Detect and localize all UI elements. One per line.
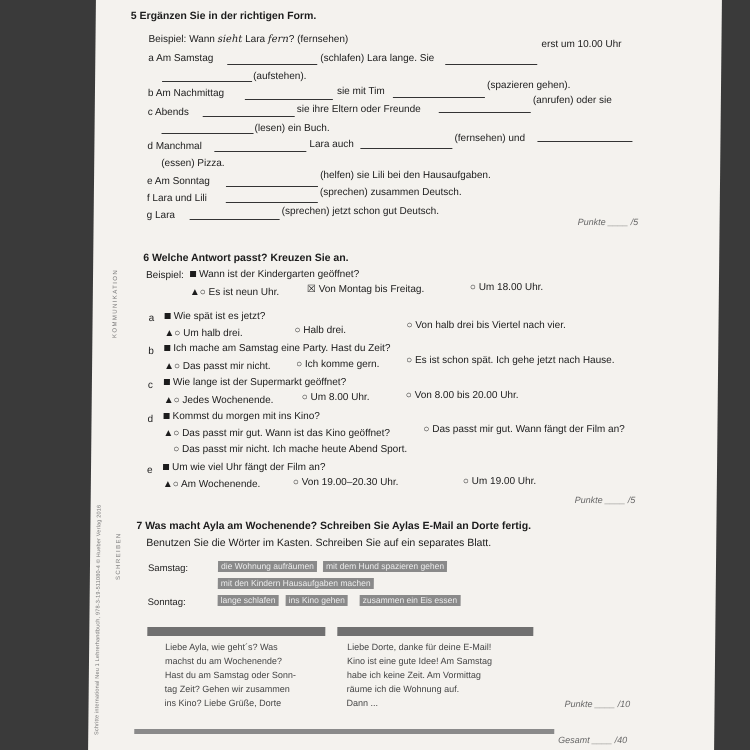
ex5-d-tail: (essen) Pizza.: [161, 158, 225, 169]
ex6-e-question: Um wie viel Uhr fängt der Film an?: [163, 462, 326, 474]
ex6-d-option3[interactable]: ○ Das passt mir nicht. Ich mache heute Abend Sport.: [173, 444, 408, 455]
ex7-heading-line1: 7 Was macht Ayla am Wochenende? Schreiben Sie Aylas E-Mail an Dorte fertig.: [136, 520, 532, 532]
ex5-b-end: (spazieren gehen).: [486, 80, 571, 91]
square-bullet-icon: [163, 464, 169, 470]
ex5-a-mid: (schlafen) Lara lange. Sie: [320, 53, 435, 64]
ex6-a-label: a: [148, 313, 155, 324]
ex5-c-tail: (lesen) ein Buch.: [254, 123, 330, 134]
ex6-d-question: Kommst du morgen mit ins Kino?: [163, 411, 319, 423]
blank-line[interactable]: [226, 202, 318, 203]
word-box-item: zusammen ein Eis essen: [360, 595, 461, 606]
ex5-d-mid: Lara auch: [309, 139, 354, 150]
ex5-e-end: (helfen) sie Lili bei den Hausaufgaben.: [320, 170, 491, 181]
email-from-dorte: Liebe Ayla, wie geht´s? Was machst du am Wochenende? Hast du am Samstag oder Sonn- tag Zeit? Gehen wir zusammen ins Kino? Liebe Grüße, Dorte: [164, 642, 296, 708]
ex6-c-label: c: [147, 380, 153, 391]
square-bullet-icon: [164, 413, 170, 419]
ex6-example-label: Beispiel:: [145, 270, 184, 281]
ex5-f-start: f Lara und Lili: [146, 193, 207, 204]
ex6-points: Punkte ____ /5: [574, 495, 636, 505]
blank-line[interactable]: [393, 97, 485, 98]
ex5-c-end: (anrufen) oder sie: [532, 95, 612, 106]
total-points: Gesamt ____ /40: [558, 735, 628, 745]
ex6-d-option1[interactable]: ▲○ Das passt mir gut. Wann ist das Kino geöffnet?: [163, 428, 391, 439]
ex5-a-tail: (aufstehen).: [253, 71, 307, 82]
side-label-kommunikation: KOMMUNIKATION: [112, 268, 120, 338]
ex5-e-start: e Am Sonntag: [146, 176, 210, 187]
blank-line[interactable]: [214, 151, 306, 152]
samstag-label: Samstag:: [147, 563, 189, 574]
blank-line[interactable]: [226, 186, 318, 187]
ex6-b-question: Ich mache am Samstag eine Party. Hast du Zeit?: [164, 343, 390, 355]
blank-line[interactable]: [162, 133, 254, 134]
square-bullet-icon: [165, 313, 171, 319]
ex6-example-option2-checked[interactable]: ☒ Von Montag bis Freitag.: [306, 284, 425, 295]
ex5-g-start: g Lara: [146, 210, 176, 221]
ex6-d-option2[interactable]: ○ Das passt mir gut. Wann fängt der Film an?: [423, 424, 625, 435]
word-box-item: mit dem Hund spazieren gehen: [323, 561, 447, 572]
ex6-b-option2[interactable]: ○ Ich komme gern.: [296, 359, 380, 370]
ex6-a-option1[interactable]: ▲○ Um halb drei.: [164, 328, 243, 339]
side-label-schreiben: SCHREIBEN: [115, 532, 123, 580]
ex5-b-mid: sie mit Tim: [336, 86, 385, 97]
ex5-d-end: (fernsehen) und: [454, 133, 526, 144]
ex5-b-start: b Am Nachmittag: [147, 88, 225, 99]
word-box-item: lange schlafen: [218, 595, 279, 606]
ex6-e-option3[interactable]: ○ Um 19.00 Uhr.: [462, 476, 537, 487]
ex6-heading: 6 Welche Antwort passt? Kreuzen Sie an.: [143, 252, 349, 264]
ex5-points: Punkte ____ /5: [577, 217, 639, 227]
ex5-f-end: (sprechen) zusammen Deutsch.: [319, 187, 462, 198]
blank-line[interactable]: [439, 112, 531, 113]
ex6-d-label: d: [147, 414, 154, 425]
blank-line[interactable]: [203, 116, 295, 117]
ex5-a-start: a Am Samstag: [148, 53, 214, 64]
square-bullet-icon: [164, 345, 170, 351]
ex6-b-label: b: [148, 346, 154, 357]
email-header-bar: [337, 627, 533, 636]
ex5-a-end: erst um 10.00 Uhr: [541, 39, 622, 50]
ex6-a-option3[interactable]: ○ Von halb drei bis Viertel nach vier.: [406, 320, 566, 331]
handwritten-answer: fern: [267, 34, 289, 45]
ex6-e-option1[interactable]: ▲○ Am Wochenende.: [162, 479, 261, 490]
ex5-example-text: Beispiel: Wann sieht Lara fern? (fernsehen): [148, 34, 349, 45]
ex6-c-option2[interactable]: ○ Um 8.00 Uhr.: [301, 392, 370, 403]
ex6-c-option3[interactable]: ○ Von 8.00 bis 20.00 Uhr.: [405, 390, 519, 401]
blank-line[interactable]: [537, 141, 632, 142]
ex6-a-question: Wie spät ist es jetzt?: [165, 311, 266, 323]
blank-line[interactable]: [190, 219, 280, 220]
blank-line[interactable]: [227, 64, 317, 65]
word-box-item: ins Kino gehen: [286, 595, 348, 606]
ex5-heading: 5 Ergänzen Sie in der richtigen Form.: [130, 10, 317, 22]
copyright-margin-text: Schritte international Neu 1 Lehrerhandbuch, 978-3-19-511080-4 © Hueber Verlag 2016: [94, 504, 103, 735]
ex7-heading-line2: Benutzen Sie die Wörter im Kasten. Schreiben Sie auf ein separates Blatt.: [146, 537, 492, 549]
ex5-c-start: c Abends: [147, 107, 189, 118]
ex6-b-option3[interactable]: ○ Es ist schon spät. Ich gehe jetzt nach Hause.: [406, 355, 615, 366]
handwritten-answer: sieht: [217, 34, 243, 45]
email-from-ayla: Liebe Dorte, danke für deine E-Mail! Kino ist eine gute Idee! Am Samstag habe ich keine Zeit. Am Vormittag räume ich die Wohnung auf. Dann ...: [346, 642, 493, 708]
ex6-example-option3[interactable]: ○ Um 18.00 Uhr.: [469, 282, 544, 293]
word-box-item: die Wohnung aufräumen: [218, 561, 317, 572]
ex6-c-question: Wie lange ist der Supermarkt geöffnet?: [164, 377, 346, 389]
ex7-points: Punkte ____ /10: [564, 699, 631, 709]
ex5-g-end: (sprechen) jetzt schon gut Deutsch.: [281, 206, 440, 217]
blank-line[interactable]: [245, 99, 333, 100]
ex5-c-mid: sie ihre Eltern oder Freunde: [296, 104, 421, 115]
ex6-c-option1[interactable]: ▲○ Jedes Wochenende.: [163, 395, 274, 406]
blank-line[interactable]: [162, 81, 252, 82]
email-header-bar: [147, 627, 325, 636]
blank-line[interactable]: [360, 148, 452, 149]
ex6-e-option2[interactable]: ○ Von 19.00–20.30 Uhr.: [292, 477, 399, 488]
ex6-example-option1[interactable]: ▲○ Es ist neun Uhr.: [189, 287, 280, 298]
square-bullet-icon: [164, 379, 170, 385]
ex5-d-start: d Manchmal: [147, 141, 202, 152]
worksheet-page: [88, 0, 722, 750]
ex6-b-option1[interactable]: ▲○ Das passt mir nicht.: [164, 361, 271, 372]
sonntag-label: Sonntag:: [147, 597, 186, 608]
ex6-a-option2[interactable]: ○ Halb drei.: [294, 325, 347, 336]
footer-bar: [134, 729, 554, 734]
ex6-e-label: e: [146, 465, 153, 476]
word-box-item: mit den Kindern Hausaufgaben machen: [218, 578, 374, 589]
blank-line[interactable]: [445, 64, 537, 65]
square-bullet-icon: [190, 271, 196, 277]
ex6-example-question: Wann ist der Kindergarten geöffnet?: [190, 269, 359, 281]
